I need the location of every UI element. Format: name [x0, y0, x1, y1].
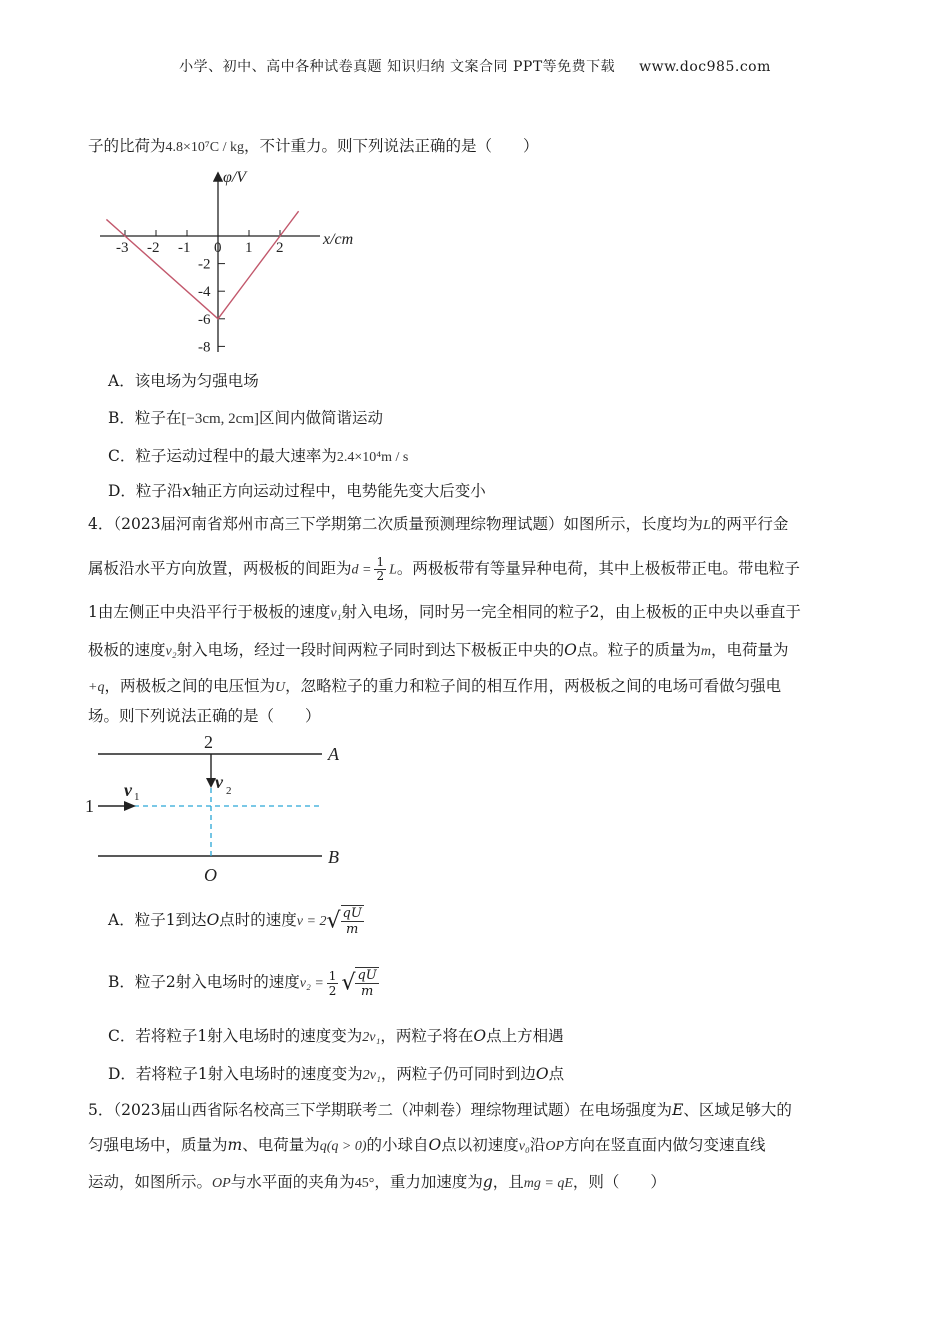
label-O: O: [204, 865, 217, 885]
x-tick-label: -1: [178, 240, 191, 256]
q5-line-2-tail: 方向在竖直面内做匀变速直线: [564, 1136, 766, 1154]
q3-potential-graph: [80, 162, 380, 362]
q4-option-d-O: O: [535, 1065, 549, 1083]
q4-var-O: O: [564, 641, 577, 659]
q4-fraction: [374, 556, 386, 583]
q4-line-5: [88, 676, 781, 698]
q3-stem: [88, 136, 539, 158]
page-header: [0, 56, 950, 76]
q4-plate-diagram: [80, 730, 360, 890]
q4-line-3: [88, 602, 801, 624]
q4-line-2: [88, 556, 800, 583]
q3-option-b-math: [−3cm, 2cm]: [181, 411, 260, 427]
sqrt-den: m: [345, 922, 359, 937]
q4-option-a-sqrt: [326, 905, 363, 937]
label-v2: v: [215, 772, 223, 792]
q4-line-5-tail: ，忽略粒子的重力和粒子间的相互作用，两极板之间的电场可看做匀强电: [285, 677, 782, 695]
q4-line-1-tail: 的两平行金: [710, 515, 789, 533]
q4-option-a-text: A．粒子1到达: [108, 911, 207, 929]
q4-var-v1: v₁: [330, 606, 342, 621]
q3-option-c-text: C．粒子运动过程中的最大速率为: [108, 447, 337, 465]
q5-var-E: E: [672, 1101, 684, 1119]
q4-frac-den: 2: [376, 569, 385, 583]
frac-num: 1: [328, 968, 337, 983]
q4-option-a-O: O: [206, 911, 220, 929]
q5-line-1: [88, 1100, 792, 1120]
q4-line-4-text: 极板的速度: [88, 641, 166, 659]
q5-var-m: m: [227, 1136, 243, 1154]
q4-frac-num: 1: [376, 555, 385, 569]
label-A: A: [328, 744, 339, 764]
y-tick-label: -4: [198, 284, 211, 301]
label-v1: v: [124, 780, 132, 800]
q5-line-2-mid3: 点以初速度: [441, 1136, 519, 1154]
q4-option-d-mid: ，两粒子仍可同时到边: [380, 1065, 536, 1083]
q4-option-d-math: 2v₁: [362, 1068, 381, 1083]
q4-option-c-mid: ，两粒子将在: [380, 1027, 474, 1045]
header-text: 小学、初中、高中各种试卷真题 知识归纳 文案合同 PPT等免费下载: [179, 59, 616, 75]
q3-option-d-var: x: [182, 482, 192, 500]
q5-var-O: O: [428, 1136, 442, 1154]
q3-stem-math: 4.8×10⁷C / kg: [165, 140, 245, 155]
q5-var-OP: OP: [545, 1139, 565, 1154]
sqrt-den: m: [360, 984, 374, 999]
y-tick-label: -6: [198, 311, 211, 328]
q5-var-g: g: [482, 1173, 493, 1191]
q4-var-L: L: [703, 518, 711, 533]
q4-option-b-math: v₂ =: [299, 976, 324, 991]
sqrt-body: [355, 967, 378, 999]
q4-line-5-mid: ，两极板之间的电压恒为: [104, 677, 275, 695]
q5-line-2-mid4: 沿: [529, 1136, 546, 1154]
q3-stem-text: 子的比荷为: [88, 137, 166, 155]
q4-option-c-tail: 点上方相遇: [486, 1027, 564, 1045]
q4-math-L: L: [389, 562, 397, 578]
label-v1-sub: 1: [134, 791, 140, 803]
sqrt-body: [341, 905, 364, 937]
x-tick-label: 0: [214, 240, 222, 256]
q3-option-c: [108, 446, 408, 468]
q4-option-b: [108, 960, 379, 1004]
q4-math-d: d =: [351, 562, 372, 578]
x-tick-label: -3: [116, 240, 129, 256]
q4-var-q: +q: [88, 680, 105, 695]
sqrt-num: qU: [357, 968, 377, 983]
q4-line-2-tail: 。两极板带有等量异种电荷，其中上极板带正电。带电粒子: [396, 559, 800, 578]
q3-option-a-text: A．该电场为匀强电场: [108, 372, 259, 390]
y-tick-label: -2: [198, 256, 211, 273]
q4-line-4-mid2: 点。粒子的质量为: [576, 641, 701, 659]
q4-option-d-text: D．若将粒子1射入电场时的速度变为: [108, 1065, 363, 1083]
sqrt-num: qU: [342, 906, 362, 921]
x-tick-label: 2: [276, 240, 284, 256]
q3-option-c-math: 2.4×10⁴m / s: [336, 450, 409, 465]
x-tick-label: -2: [147, 240, 160, 256]
q4-var-v2: v₂: [165, 644, 177, 659]
q4-option-b-sqrt: [341, 967, 378, 999]
y-axis-label: φ/V: [223, 169, 247, 186]
q4-option-c-text: C．若将粒子1射入电场时的速度变为: [108, 1027, 363, 1045]
q4-option-b-frac: [327, 969, 339, 998]
q5-line-2: [88, 1135, 766, 1157]
q5-line-2-mid: 、电荷量为: [242, 1136, 320, 1154]
q4-line-1: [88, 514, 788, 536]
sqrt-icon: √: [341, 970, 356, 996]
q3-option-b-text: B．粒子在: [108, 409, 182, 427]
q5-var-v0: v₀: [518, 1139, 530, 1154]
q3-stem-tail: ，不计重力。则下列说法正确的是（ ）: [244, 137, 539, 155]
q3-option-d: [108, 481, 486, 501]
q4-line-4: [88, 640, 789, 662]
q5-angle: 45°: [354, 1176, 375, 1191]
q3-option-b: [108, 408, 383, 429]
y-tick-label: -8: [198, 339, 211, 356]
q3-option-d-text: D．粒子沿: [108, 482, 183, 500]
q3-option-d-tail: 轴正方向运动过程中，电势能先变大后变小: [191, 482, 486, 500]
q4-line-2-text: 属板沿水平方向放置，两极板的间距为: [88, 559, 352, 578]
q4-line-6: [88, 706, 321, 726]
q4-option-b-text: B．粒子2射入电场时的速度: [108, 973, 300, 991]
q4-line-4-mid: 射入电场，经过一段时间两粒子同时到达下极板正中央的: [176, 641, 565, 659]
q5-line-3-mid3: ，且: [492, 1173, 524, 1191]
q5-var-OP-2: OP: [212, 1176, 231, 1191]
q3-option-b-tail: 区间内做简谐运动: [259, 409, 384, 427]
label-1: 1: [85, 796, 94, 816]
q5-line-3-text: 运动，如图所示。: [88, 1173, 213, 1191]
q4-option-c: [108, 1026, 564, 1048]
q4-line-3-tail: 射入电场，同时另一完全相同的粒子2，由上极板的正中央以垂直于: [341, 603, 801, 621]
q4-line-1-text: 4．（2023届河南省郑州市高三下学期第二次质量预测理综物理试题）如图所示，长度均为: [88, 515, 704, 533]
q5-line-3-mid: 与水平面的夹角为: [230, 1173, 355, 1191]
q5-line-3: [88, 1172, 666, 1194]
q5-line-2-mid2: 的小球自: [366, 1136, 429, 1154]
label-B: B: [328, 847, 339, 867]
q5-math-mg: mg = qE: [523, 1176, 573, 1191]
frac-den: 2: [328, 983, 337, 998]
q4-option-a-mid: 点时的速度: [219, 911, 297, 929]
q3-option-a: [108, 371, 259, 391]
q4-option-a: [108, 898, 364, 942]
q4-line-6-text: 场。则下列说法正确的是（ ）: [88, 707, 321, 725]
x-axis-label: x/cm: [323, 231, 354, 248]
q4-option-d-tail: 点: [548, 1065, 565, 1083]
q4-option-c-math: 2v₁: [362, 1030, 381, 1045]
q4-option-c-O: O: [473, 1027, 487, 1045]
q4-var-U: U: [274, 680, 286, 695]
label-v2-sub: 2: [226, 785, 232, 797]
q4-line-3-text: 1由左侧正中央沿平行于极板的速度: [88, 603, 331, 621]
header-site: www.doc985.com: [639, 59, 771, 75]
q4-option-d: [108, 1064, 564, 1086]
x-tick-label: 1: [245, 240, 253, 256]
q5-math-q: q(q > 0): [319, 1139, 367, 1154]
sqrt-icon: √: [326, 908, 341, 934]
q5-line-1-text: 5．（2023届山西省际名校高三下学期联考二（冲刺卷）理综物理试题）在电场强度为: [88, 1101, 673, 1119]
label-2: 2: [204, 732, 213, 752]
q4-line-4-tail: ，电荷量为: [710, 641, 789, 659]
q5-line-3-mid2: ，重力加速度为: [374, 1173, 483, 1191]
q5-line-2-text: 匀强电场中，质量为: [88, 1136, 228, 1154]
q5-line-1-tail: 、区域足够大的: [683, 1101, 792, 1119]
q4-option-a-math: v = 2: [296, 914, 327, 929]
q5-line-3-tail: ，则（ ）: [572, 1173, 666, 1191]
q4-var-m: m: [700, 644, 711, 659]
